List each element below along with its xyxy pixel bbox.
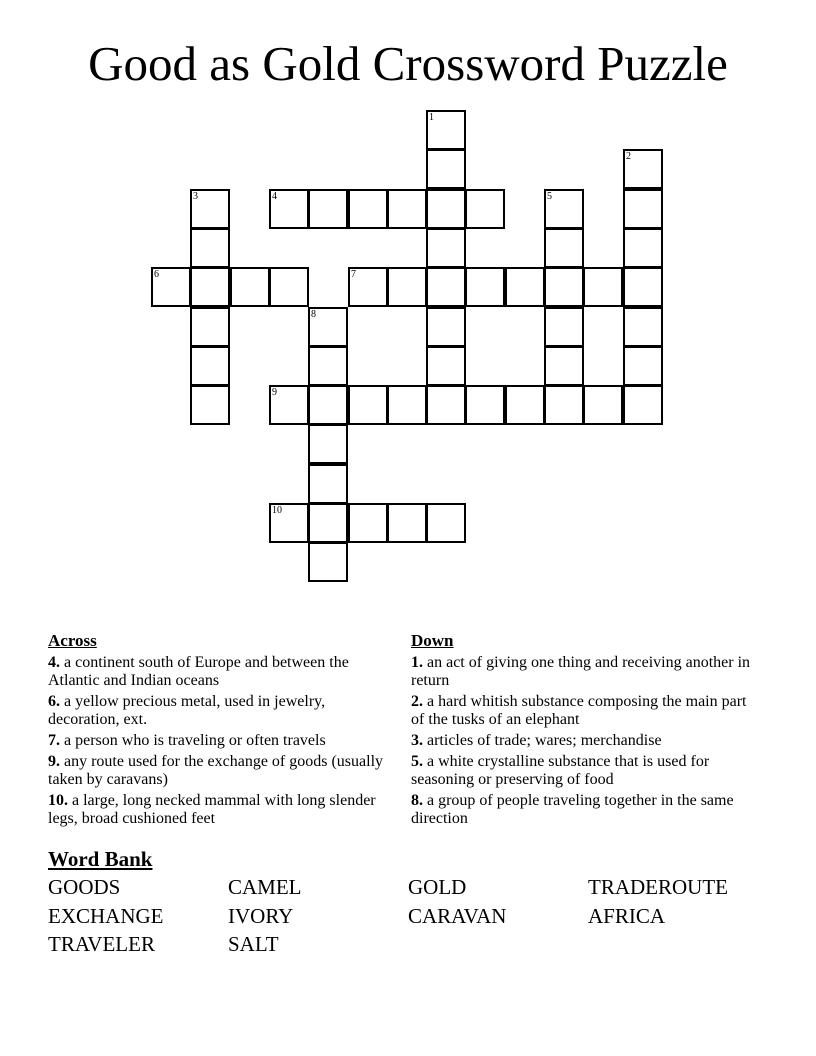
crossword-cell[interactable] <box>465 267 505 307</box>
crossword-cell[interactable] <box>387 189 427 229</box>
crossword-cell[interactable] <box>544 346 584 386</box>
clue-number: 10 <box>272 505 282 516</box>
crossword-cell[interactable] <box>426 267 466 307</box>
crossword-cell[interactable] <box>623 149 663 189</box>
word-bank-item: AFRICA <box>588 904 666 928</box>
down-clue-list <box>411 654 751 831</box>
crossword-cell[interactable] <box>544 267 584 307</box>
down-clue-2: 2. a hard whitish substance composing the main part of the tusks of an elephant <box>411 693 747 728</box>
down-clue-1: 1. an act of giving one thing and receiving another in return <box>411 654 751 689</box>
crossword-cell[interactable] <box>623 228 663 268</box>
crossword-cell[interactable] <box>426 503 466 543</box>
clue-number: 5 <box>547 191 552 202</box>
down-clue-5: 5. a white crystalline substance that is used for seasoning or preserving of food <box>411 753 710 788</box>
crossword-cell[interactable] <box>544 228 584 268</box>
down-clue-3: 3. articles of trade; wares; merchandise <box>411 732 662 749</box>
crossword-cell[interactable] <box>426 149 466 189</box>
crossword-cell[interactable] <box>190 346 230 386</box>
crossword-cell[interactable] <box>426 385 466 425</box>
clue-number: 3 <box>193 191 198 202</box>
crossword-cell[interactable] <box>583 385 623 425</box>
down-clue-8: 8. a group of people traveling together in the same direction <box>411 792 734 827</box>
word-bank-item: TRAVELER <box>48 932 155 956</box>
word-bank-item: IVORY <box>228 904 294 928</box>
crossword-cell[interactable] <box>190 267 230 307</box>
word-bank-item: TRADEROUTE <box>588 875 728 899</box>
clue-number: 1 <box>429 112 434 123</box>
crossword-cell[interactable] <box>190 307 230 347</box>
across-heading: Across <box>48 631 97 650</box>
page-title: Good as Gold Crossword Puzzle <box>88 36 728 91</box>
crossword-cell[interactable] <box>544 189 584 229</box>
crossword-cell[interactable] <box>623 267 663 307</box>
clue-number: 9 <box>272 387 277 398</box>
crossword-cell[interactable] <box>230 267 270 307</box>
crossword-cell[interactable] <box>623 385 663 425</box>
crossword-cell[interactable] <box>190 385 230 425</box>
crossword-cell[interactable] <box>387 503 427 543</box>
clue-number: 6 <box>154 269 159 280</box>
word-bank-item: SALT <box>228 932 279 956</box>
crossword-cell[interactable] <box>465 189 505 229</box>
crossword-cell[interactable] <box>269 189 309 229</box>
crossword-cell[interactable] <box>465 385 505 425</box>
crossword-cell[interactable] <box>623 189 663 229</box>
crossword-cell[interactable] <box>348 267 388 307</box>
clue-number: 8 <box>311 309 316 320</box>
crossword-cell[interactable] <box>308 424 348 464</box>
across-clue-9: 9. any route used for the exchange of goods (usually taken by caravans) <box>48 753 384 788</box>
clue-number: 4 <box>272 191 277 202</box>
crossword-cell[interactable] <box>583 267 623 307</box>
crossword-cell[interactable] <box>505 267 545 307</box>
crossword-cell[interactable] <box>269 267 309 307</box>
crossword-cell[interactable] <box>387 267 427 307</box>
crossword-cell[interactable] <box>308 189 348 229</box>
crossword-cell[interactable] <box>348 503 388 543</box>
word-bank-item: GOODS <box>48 875 121 899</box>
across-clue-10: 10. a large, long necked mammal with long slender legs, broad cushioned feet <box>48 792 376 827</box>
word-bank-item: CARAVAN <box>408 904 507 928</box>
crossword-cell[interactable] <box>426 228 466 268</box>
crossword-cell[interactable] <box>426 307 466 347</box>
crossword-cell[interactable] <box>308 346 348 386</box>
crossword-cell[interactable] <box>505 385 545 425</box>
word-bank-title: Word Bank <box>48 847 153 871</box>
across-clue-6: 6. a yellow precious metal, used in jewelry, decoration, ext. <box>48 693 326 728</box>
word-bank-item: EXCHANGE <box>48 904 164 928</box>
word-bank-item: GOLD <box>408 875 467 899</box>
down-heading: Down <box>411 631 454 650</box>
crossword-cell[interactable] <box>308 542 348 582</box>
crossword-cell[interactable] <box>348 385 388 425</box>
crossword-cell[interactable] <box>623 307 663 347</box>
crossword-cell[interactable] <box>151 267 191 307</box>
crossword-cell[interactable] <box>387 385 427 425</box>
crossword-cell[interactable] <box>190 228 230 268</box>
crossword-cell[interactable] <box>308 464 348 504</box>
across-clue-7: 7. a person who is traveling or often travels <box>48 732 326 749</box>
crossword-cell[interactable] <box>544 307 584 347</box>
across-clue-4: 4. a continent south of Europe and between the Atlantic and Indian oceans <box>48 654 349 689</box>
crossword-cell[interactable] <box>308 385 348 425</box>
crossword-cell[interactable] <box>426 110 466 150</box>
clue-number: 7 <box>351 269 356 280</box>
crossword-cell[interactable] <box>308 307 348 347</box>
crossword-cell[interactable] <box>623 346 663 386</box>
crossword-cell[interactable] <box>269 385 309 425</box>
crossword-cell[interactable] <box>426 189 466 229</box>
crossword-cell[interactable] <box>269 503 309 543</box>
across-clue-list <box>48 654 388 831</box>
crossword-cell[interactable] <box>544 385 584 425</box>
crossword-cell[interactable] <box>190 189 230 229</box>
word-bank-item: CAMEL <box>228 875 302 899</box>
crossword-cell[interactable] <box>308 503 348 543</box>
clue-number: 2 <box>626 151 631 162</box>
crossword-cell[interactable] <box>426 346 466 386</box>
crossword-cell[interactable] <box>348 189 388 229</box>
